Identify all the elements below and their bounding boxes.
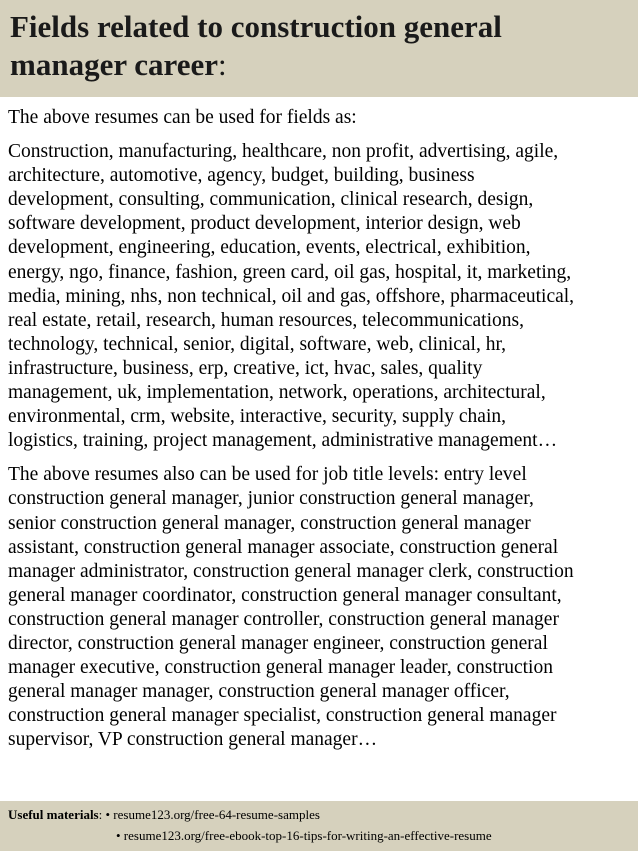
paragraph-line: logistics, training, project management, administrative management… bbox=[8, 430, 558, 452]
paragraph-line: senior construction general manager, construction general manager bbox=[8, 512, 531, 534]
paragraph-line: director, construction general manager engineer, construction general bbox=[8, 632, 548, 654]
paragraph-line: real estate, retail, research, human resources, telecommunications, bbox=[8, 309, 524, 331]
footer-bar bbox=[0, 801, 638, 851]
paragraph-line: The above resumes also can be used for job title levels: entry level bbox=[8, 464, 527, 486]
footer-link-ebook[interactable]: • resume123.org/free-ebook-top-16-tips-for-writing-an-effective-resume bbox=[116, 828, 492, 843]
paragraph-line: general manager coordinator, construction general manager consultant, bbox=[8, 584, 562, 606]
job-levels-paragraph bbox=[8, 463, 633, 752]
page-title-line: Fields related to construction general bbox=[10, 9, 502, 44]
page-title-text: manager career bbox=[10, 47, 219, 82]
paragraph-line: construction general manager controller, construction general manager bbox=[8, 608, 559, 630]
paragraph-line: software development, product development, interior design, web bbox=[8, 213, 521, 235]
paragraph-line: media, mining, nhs, non technical, oil and gas, offshore, pharmaceutical, bbox=[8, 285, 575, 307]
paragraph-line: construction general manager, junior construction general manager, bbox=[8, 488, 534, 510]
footer-row bbox=[8, 807, 320, 823]
paragraph-line: management, uk, implementation, network, operations, architectural, bbox=[8, 382, 546, 404]
paragraph-line: development, consulting, communication, clinical research, design, bbox=[8, 189, 534, 211]
paragraph-line: energy, ngo, finance, fashion, green card, oil gas, hospital, it, marketing, bbox=[8, 261, 572, 283]
paragraph-line: manager executive, construction general manager leader, construction bbox=[8, 657, 553, 679]
page-title bbox=[10, 8, 630, 84]
paragraph-line: supervisor, VP construction general manager… bbox=[8, 729, 378, 751]
slide-body bbox=[8, 106, 633, 801]
useful-materials-label: Useful materials bbox=[8, 807, 99, 822]
intro-text: The above resumes can be used for fields as: bbox=[8, 107, 357, 128]
paragraph-line: general manager manager, construction general manager officer, bbox=[8, 681, 510, 703]
paragraph-line: manager administrator, construction general manager clerk, construction bbox=[8, 560, 574, 582]
footer-row bbox=[116, 828, 492, 844]
paragraph-line: development, engineering, education, events, electrical, exhibition, bbox=[8, 237, 531, 259]
paragraph-line: assistant, construction general manager associate, construction general bbox=[8, 536, 559, 558]
paragraph-line: technology, technical, senior, digital, software, web, clinical, hr, bbox=[8, 333, 507, 355]
title-colon: : bbox=[218, 47, 227, 82]
paragraph-line: Construction, manufacturing, healthcare, non profit, advertising, agile, bbox=[8, 141, 559, 163]
paragraph-line: construction general manager specialist, construction general manager bbox=[8, 705, 557, 727]
page-title-line bbox=[10, 46, 630, 84]
paragraph-line: architecture, automotive, agency, budget, building, business bbox=[8, 165, 475, 187]
footer-separator: : bbox=[98, 807, 103, 822]
fields-paragraph bbox=[8, 140, 633, 453]
title-banner bbox=[0, 0, 638, 97]
paragraph-line: environmental, crm, website, interactive, security, supply chain, bbox=[8, 406, 506, 428]
footer-link-resume-samples[interactable]: • resume123.org/free-64-resume-samples bbox=[105, 807, 320, 822]
paragraph-line: infrastructure, business, erp, creative, ict, hvac, sales, quality bbox=[8, 357, 483, 379]
